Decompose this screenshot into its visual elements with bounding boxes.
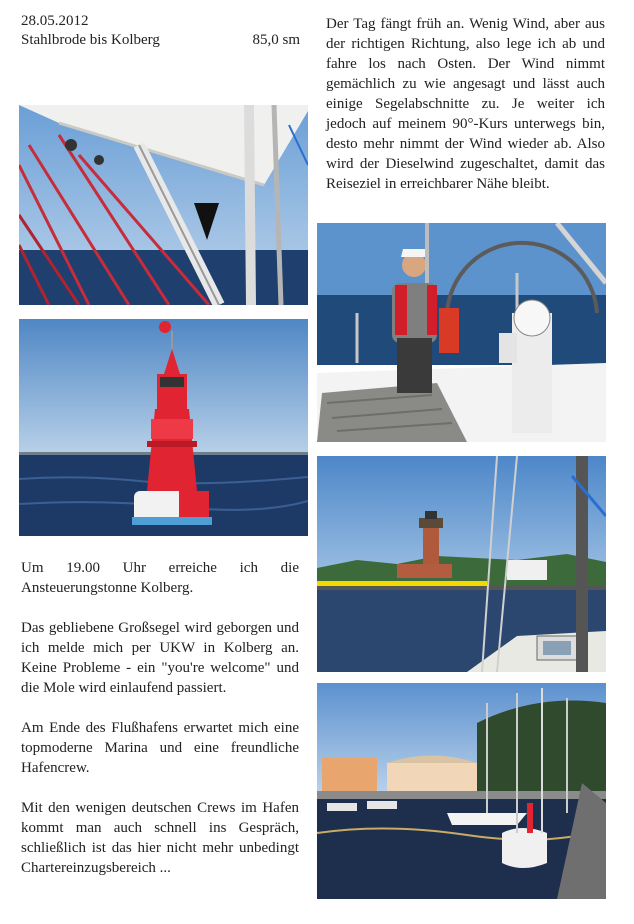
paragraph-marina: Am Ende des Flußhafens erwartet mich eine topmoderne Marina und eine freundliche Hafencrew. (21, 720, 299, 776)
photo-lighthouse-kolberg (317, 456, 606, 672)
log-route-row (21, 31, 300, 50)
photo-marina-kolberg (317, 683, 606, 899)
paragraph-arrival: Um 19.00 Uhr erreiche ich die Ansteuerungstonne Kolberg. (21, 560, 299, 596)
log-route: Stahlbrode bis Kolberg (21, 32, 160, 48)
intro-text (326, 14, 605, 194)
photo-buoy-kolberg (19, 319, 308, 536)
body-text (21, 558, 299, 878)
paragraph-radio: Das gebliebene Großsegel wird geborgen und ich melde mich per UKW in Kolberg an. Keine Probleme - ein "you're welcome" und die Mole wird einlaufend passiert. (21, 620, 299, 696)
log-date: 28.05.2012 (21, 13, 89, 29)
log-header (21, 12, 300, 50)
photo-sail-rigging (19, 105, 308, 305)
intro-paragraph: Der Tag fängt früh an. Wenig Wind, aber aus der richtigen Richtung, also lege ich ab und fahre los nach Osten. Der Wind nimmt gemächlich zu wie angesagt und lässt auch einige Segelabschnitte zu. Je weiter ich jedoch auf meinem 90°-Kurs unterwegs bin, desto mehr nimmt der Wind wieder ab. Also wird der Dieselwind zugeschaltet, damit das Reiseziel in erreichbarer Nähe bleibt. (326, 16, 605, 192)
log-distance: 85,0 sm (252, 32, 300, 48)
photo-skipper-helm (317, 223, 606, 442)
paragraph-crews: Mit den wenigen deutschen Crews im Hafen kommt man auch schnell ins Gespräch, schließlich ist das hier nicht mehr unbedingt Chartereinzugsbereich ... (21, 800, 299, 876)
